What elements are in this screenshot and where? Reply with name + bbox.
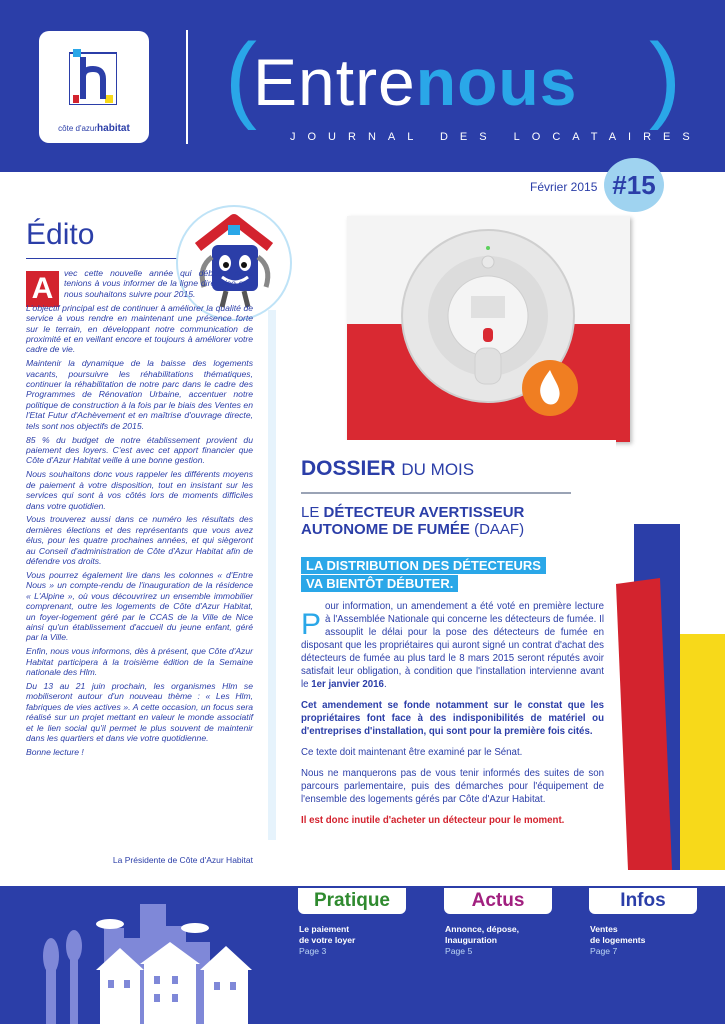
edito-paragraph: Maintenir la dynamique de la baisse des logements vacants, poursuivre les réhabilitations thématiques, continuer la réhabilitation de notre parc dans le cadre des Programmes de Rénovation Urbaine, accentuer notre politique de construction à la fois par le biais des Ventes en l'Etat Futur d'Achèvement et en maîtrise d'ouvrage directe, tels sont nos objectifs de 2015. bbox=[26, 358, 253, 431]
dossier-rule bbox=[301, 492, 571, 494]
issue-number: #15 bbox=[604, 158, 664, 212]
infos-summary: Ventes de logements Page 7 bbox=[590, 924, 646, 956]
journal-title-text: Entrenous bbox=[253, 45, 578, 119]
dossier-paragraph: P our information, un amendement a été voté en première lecture à l'Assemblée Nationale qui concerne les détecteurs de fumée. Il assouplit le délai pour la pose des détecteurs de fumée en disposant que les propriétaires qui auront signé un contrat d'achat des détecteurs de fumée au plus tard le 8 mars 2015 seront réputés avoir satisfait leur obligation, à condition que l'installation intervienne avant le 1er janvier 2016. bbox=[301, 601, 604, 690]
actus-summary: Annonce, dépose, Inauguration Page 5 bbox=[445, 924, 520, 956]
edito-paragraph: Bonne lecture ! bbox=[26, 746, 84, 757]
edito-dropcap: A bbox=[26, 271, 59, 307]
tab-pratique-label: Pratique bbox=[313, 890, 391, 911]
tab-actus-label: Actus bbox=[471, 890, 525, 911]
edito-title: Édito bbox=[26, 218, 95, 251]
distribution-banner-line1: LA DISTRIBUTION DES DÉTECTEURS bbox=[301, 557, 546, 574]
tab-infos-label: Infos bbox=[620, 890, 666, 911]
tab-pratique[interactable] bbox=[298, 888, 406, 914]
edito-paragraph: Nous souhaitons donc vous rappeler les différents moyens de paiement à votre disposition, tout en insistant sur les services qui sont à vos côtés lors de moments difficiles dans votre quotidien. bbox=[26, 469, 253, 511]
tab-infos[interactable] bbox=[589, 888, 697, 914]
dossier-paragraph: Ce texte doit maintenant être examiné par le Sénat. bbox=[301, 747, 523, 758]
edito-paragraph: Enfin, nous vous informons, dès à présent, que Côte d'Azur Habitat participera à la troisième édition de la Semaine nationale des Hlm. bbox=[26, 646, 253, 678]
edito-side-panel bbox=[268, 310, 276, 840]
edito-text bbox=[26, 268, 253, 761]
edito-paragraph: L'objectif principal est de continuer à améliorer la qualité de service à vous rendre en maintenant une présence forte sur le terrain, en développant notre communication de proximité et en veillant encore et toujours à améliorer votre cadre de vie. bbox=[26, 302, 253, 355]
edito-paragraph: Vous pourrez également lire dans les colonnes « d'Entre Nous » un compte-rendu de l'inauguration de la résidence « L'Alpine », où vous découvrirez un ensemble immobilier comprenant, outre les logements de Côte d'Azur Habitat, un foyer-logement géré par le CCAS de la Ville de Nice ainsi qu'un établissement d'accueil du jeune enfant, géré par la Ville. bbox=[26, 569, 253, 643]
edito-paragraph: 85 % du budget de notre établissement provient du paiement des loyers. C'est avec cet apport financier que Côte d'Azur Habitat veille à une bonne gestion. bbox=[26, 434, 253, 466]
cote-azur-habitat-logo bbox=[39, 31, 149, 143]
pratique-summary: Le paiement de votre loyer Page 3 bbox=[299, 924, 356, 956]
open-parenthesis: ( bbox=[225, 24, 257, 131]
dossier-heading: DOSSIER DU MOIS bbox=[301, 457, 475, 480]
distribution-banner-line2: VA BIENTÔT DÉBUTER. bbox=[301, 575, 458, 592]
dossier-paragraph: Cet amendement se fonde notamment sur le constat que les propriétaires font face à des indisponibilités de matériel ou d'entreprises d'installation, qui sont pour la première fois cités. bbox=[301, 700, 604, 737]
edito-signature: La Présidente de Côte d'Azur Habitat bbox=[112, 855, 253, 865]
header-divider bbox=[186, 30, 188, 144]
close-parenthesis: ) bbox=[649, 24, 681, 131]
smoke-detector-icon bbox=[347, 216, 630, 442]
dossier-body bbox=[301, 600, 604, 835]
journal-title bbox=[225, 24, 702, 143]
edito-paragraph: Vous trouverez aussi dans ce numéro les résultats des dernières élections et des représentants que vous avez élus, pour les quatre prochaines années, et qui siègeront au Conseil d'administration de Côte d'Azur Habitat afin de défendre vos droits. bbox=[26, 514, 253, 567]
masthead-header bbox=[0, 0, 725, 172]
books-decoration bbox=[612, 520, 725, 870]
h-logo-icon bbox=[69, 47, 117, 105]
dossier-subtitle: LE DÉTECTEUR AVERTISSEUR AUTONOME DE FUMÉE (DAAF) bbox=[301, 504, 525, 538]
edito-paragraph: vec cette nouvelle année qui débute, nous tenions à vous informer de la ligne directrice que nous souhaitons suivre pour 2015. bbox=[64, 268, 253, 299]
journal-subtitle: JOURNAL DES LOCATAIRES bbox=[290, 131, 702, 143]
logo-text: côte d'azurhabitat bbox=[58, 123, 130, 134]
dossier-warning: Il est donc inutile d'acheter un détecteur pour le moment. bbox=[301, 815, 565, 826]
dossier-paragraph: Nous ne manquerons pas de vous tenir informés des suites de son parcours parlementaire, puis des démarches pour l'équipement de l'ensemble des logements gérés par Côte d'Azur Habitat. bbox=[301, 768, 604, 805]
smoke-detector-photo bbox=[347, 216, 630, 442]
issue-date: Février 2015 bbox=[530, 180, 598, 194]
edito-paragraph: Du 13 au 21 juin prochain, les organismes Hlm se mobiliseront autour d'un nouveau thème : « Les Hlm, fabriques de vies actives ». A cette occasion, un focus sera réalisé sur un projet mettant en valeur le monde associatif et le lien social qu'il permet le plus souvent de maintenir dans les quartiers et dans vie votre quotidienne. bbox=[26, 681, 253, 744]
tab-actus[interactable] bbox=[444, 888, 552, 914]
dossier-dropcap: P bbox=[301, 608, 322, 641]
